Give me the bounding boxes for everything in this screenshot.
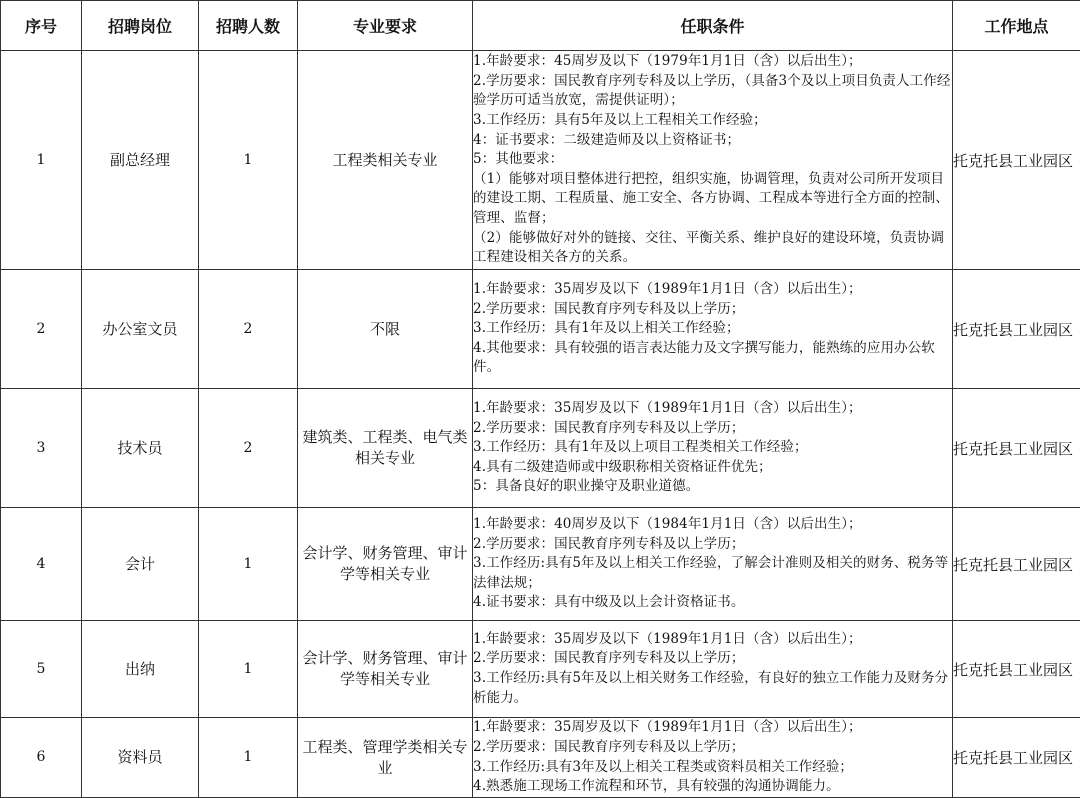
header-row bbox=[1, 1, 1080, 51]
row-location: 托克托县工业园区 bbox=[953, 718, 1080, 798]
row-index: 4 bbox=[1, 508, 82, 621]
row-major: 会计学、财务管理、审计学等相关专业 bbox=[298, 508, 473, 621]
row-conditions bbox=[473, 718, 953, 798]
row-index: 1 bbox=[1, 51, 82, 270]
row-major: 会计学、财务管理、审计学等相关专业 bbox=[298, 621, 473, 718]
condition-line: 2.学历要求：国民教育序列专科及以上学历； bbox=[473, 419, 952, 439]
condition-line: 2.学历要求：国民教育序列专科及以上学历； bbox=[473, 300, 952, 320]
row-conditions bbox=[473, 51, 953, 270]
table-row bbox=[1, 389, 1080, 508]
condition-line: 2.学历要求：国民教育序列专科及以上学历； bbox=[473, 738, 952, 758]
row-position: 资料员 bbox=[82, 718, 199, 798]
table-row bbox=[1, 270, 1080, 389]
row-conditions bbox=[473, 389, 953, 508]
condition-line: 1.年龄要求：35周岁及以下（1989年1月1日（含）以后出生）； bbox=[473, 630, 952, 650]
header-index: 序号 bbox=[1, 1, 82, 51]
row-index: 2 bbox=[1, 270, 82, 389]
condition-line: 4：证书要求：二级建造师及以上资格证书； bbox=[473, 131, 952, 151]
condition-line: 3.工作经历：具有1年及以上相关工作经验； bbox=[473, 319, 952, 339]
row-conditions bbox=[473, 508, 953, 621]
condition-line: 3.工作经历:具有3年及以上相关工程类或资料员相关工作经验； bbox=[473, 758, 952, 778]
table-row bbox=[1, 718, 1080, 798]
row-count: 1 bbox=[199, 508, 298, 621]
row-location: 托克托县工业园区 bbox=[953, 621, 1080, 718]
header-conditions: 任职条件 bbox=[473, 1, 953, 51]
condition-line: 2.学历要求：国民教育序列专科及以上学历，（具备3个及以上项目负责人工作经验学历可适当放宽，需提供证明）； bbox=[473, 72, 952, 111]
row-major: 不限 bbox=[298, 270, 473, 389]
row-conditions bbox=[473, 270, 953, 389]
row-count: 1 bbox=[199, 51, 298, 270]
row-position: 出纳 bbox=[82, 621, 199, 718]
row-position: 办公室文员 bbox=[82, 270, 199, 389]
table-row bbox=[1, 508, 1080, 621]
header-position: 招聘岗位 bbox=[82, 1, 199, 51]
condition-line: 1.年龄要求：35周岁及以下（1989年1月1日（含）以后出生）； bbox=[473, 399, 952, 419]
condition-line: 1.年龄要求：35周岁及以下（1989年1月1日（含）以后出生）； bbox=[473, 280, 952, 300]
condition-line: （2）能够做好对外的链接、交往、平衡关系、维护良好的建设环境，负责协调工程建设相关各方的关系。 bbox=[473, 229, 952, 268]
row-count: 1 bbox=[199, 718, 298, 798]
condition-line: 1.年龄要求：40周岁及以下（1984年1月1日（含）以后出生）； bbox=[473, 515, 952, 535]
row-position: 会计 bbox=[82, 508, 199, 621]
condition-line: 4.其他要求：具有较强的语言表达能力及文字撰写能力，能熟练的应用办公软件。 bbox=[473, 339, 952, 378]
row-count: 2 bbox=[199, 389, 298, 508]
row-conditions bbox=[473, 621, 953, 718]
condition-line: 2.学历要求：国民教育序列专科及以上学历； bbox=[473, 649, 952, 669]
row-location: 托克托县工业园区 bbox=[953, 51, 1080, 270]
row-index: 3 bbox=[1, 389, 82, 508]
header-major: 专业要求 bbox=[298, 1, 473, 51]
condition-line: 4.证书要求：具有中级及以上会计资格证书。 bbox=[473, 593, 952, 613]
table-row bbox=[1, 621, 1080, 718]
row-major: 工程类、管理学类相关专业 bbox=[298, 718, 473, 798]
row-index: 6 bbox=[1, 718, 82, 798]
row-location: 托克托县工业园区 bbox=[953, 270, 1080, 389]
condition-line: 5：其他要求： bbox=[473, 150, 952, 170]
header-location: 工作地点 bbox=[953, 1, 1080, 51]
condition-line: 1.年龄要求：35周岁及以下（1989年1月1日（含）以后出生）； bbox=[473, 718, 952, 738]
condition-line: 3.工作经历:具有5年及以上相关财务工作经验，有良好的独立工作能力及财务分析能力。 bbox=[473, 669, 952, 708]
row-location: 托克托县工业园区 bbox=[953, 508, 1080, 621]
condition-line: 3.工作经历：具有5年及以上工程相关工作经验； bbox=[473, 111, 952, 131]
condition-line: 3.工作经历:具有5年及以上相关工作经验，了解会计准则及相关的财务、税务等法律法规； bbox=[473, 554, 952, 593]
condition-line: 4.熟悉施工现场工作流程和环节，具有较强的沟通协调能力。 bbox=[473, 777, 952, 797]
condition-line: 5：具备良好的职业操守及职业道德。 bbox=[473, 477, 952, 497]
condition-line: 3.工作经历：具有1年及以上项目工程类相关工作经验； bbox=[473, 438, 952, 458]
header-count: 招聘人数 bbox=[199, 1, 298, 51]
row-position: 技术员 bbox=[82, 389, 199, 508]
row-index: 5 bbox=[1, 621, 82, 718]
table-row bbox=[1, 51, 1080, 270]
condition-line: （1）能够对项目整体进行把控，组织实施，协调管理，负责对公司所开发项目的建设工期、工程质量、施工安全、各方协调、工程成本等进行全方面的控制、管理、监督； bbox=[473, 170, 952, 229]
row-position: 副总经理 bbox=[82, 51, 199, 270]
row-count: 1 bbox=[199, 621, 298, 718]
condition-line: 1.年龄要求：45周岁及以下（1979年1月1日（含）以后出生）； bbox=[473, 52, 952, 72]
row-location: 托克托县工业园区 bbox=[953, 389, 1080, 508]
condition-line: 2.学历要求：国民教育序列专科及以上学历； bbox=[473, 535, 952, 555]
row-major: 建筑类、工程类、电气类相关专业 bbox=[298, 389, 473, 508]
row-count: 2 bbox=[199, 270, 298, 389]
condition-line: 4.具有二级建造师或中级职称相关资格证件优先； bbox=[473, 458, 952, 478]
row-major: 工程类相关专业 bbox=[298, 51, 473, 270]
